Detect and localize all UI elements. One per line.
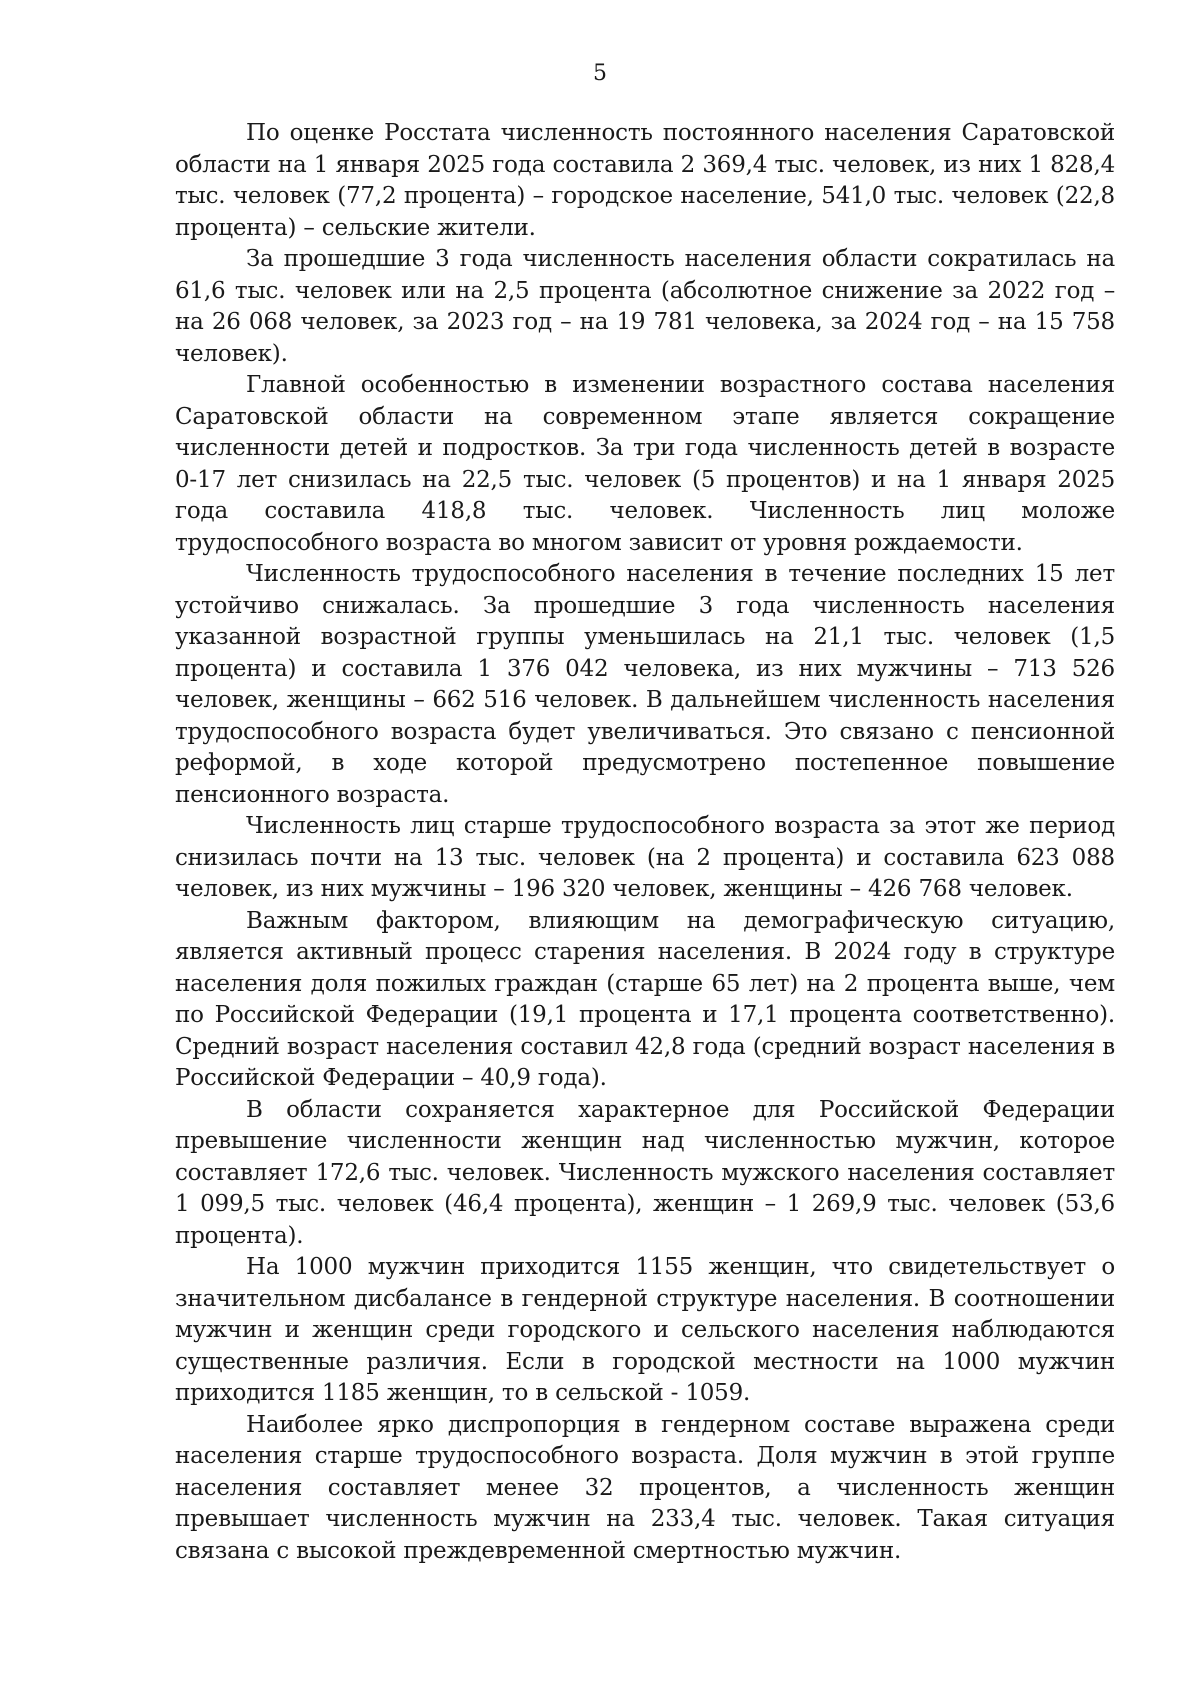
paragraph-children-decline: Главной особенностью в изменении возрастного состава населения Саратовской области на современном этапе является сокращение численности детей и подростков. За три года численность детей в возрасте 0-17 лет снизилась на 22,5 тыс. человек (5 процентов) и на 1 января 2025 года составила 418,8 тыс. человек. Численность лиц моложе трудоспособного возраста во многом зависит от уровня рождаемости. [175, 372, 1115, 556]
paragraph-older-than-working-age: Численность лиц старше трудоспособного возраста за этот же период снизилась почти на 13 тыс. человек (на 2 процента) и составила 623 088 человек, из них мужчины – 196 320 человек, женщины – 426 768 человек. [175, 813, 1115, 902]
paragraph-population-decline: За прошедшие 3 года численность населения области сократилась на 61,6 тыс. человек или на 2,5 процента (абсолютное снижение за 2022 год – на 26 068 человек, за 2023 год – на 19 781 человека, за 2024 год – на 15 758 человек). [175, 246, 1115, 367]
document-body [175, 118, 1115, 1567]
paragraph-aging: Важным фактором, влияющим на демографическую ситуацию, является активный процесс старения населения. В 2024 году в структуре населения доля пожилых граждан (старше 65 лет) на 2 процента выше, чем по Российской Федерации (19,1 процента и 17,1 процента соответственно). Средний возраст населения составил 42,8 года (средний возраст населения в Российской Федерации – 40,9 года). [175, 907, 1115, 1091]
paragraph-gender-excess: В области сохраняется характерное для Российской Федерации превышение численности женщин над численностью мужчин, которое составляет 172,6 тыс. человек. Численность мужского населения составляет 1 099,5 тыс. человек (46,4 процента), женщин – 1 269,9 тыс. человек (53,6 процента). [175, 1096, 1115, 1249]
paragraph-gender-disproportion: Наиболее ярко диспропорция в гендерном составе выражена среди населения старше трудоспособного возраста. Доля мужчин в этой группе населения составляет менее 32 процентов, а численность женщин превышает численность мужчин на 233,4 тыс. человек. Такая ситуация связана с высокой преждевременной смертностью мужчин. [175, 1411, 1115, 1564]
paragraph-working-age: Численность трудоспособного населения в течение последних 15 лет устойчиво снижалась. За прошедшие 3 года численность населения указанной возрастной группы уменьшилась на 21,1 тыс. человек (1,5 процента) и составила 1 376 042 человека, из них мужчины – 713 526 человек, женщины – 662 516 человек. В дальнейшем численность населения трудоспособного возраста будет увеличиваться. Это связано с пенсионной реформой, в ходе которой предусмотрено постепенное повышение пенсионного возраста. [175, 561, 1115, 808]
paragraph-gender-ratio: На 1000 мужчин приходится 1155 женщин, что свидетельствует о значительном дисбалансе в гендерной структуре населения. В соотношении мужчин и женщин среди городского и сельского населения наблюдаются существенные различия. Если в городской местности на 1000 мужчин приходится 1185 женщин, то в сельской - 1059. [175, 1254, 1115, 1406]
page-number: 5 [593, 61, 607, 86]
paragraph-population-total: По оценке Росстата численность постоянного населения Саратовской области на 1 января 2025 года составила 2 369,4 тыс. человек, из них 1 828,4 тыс. человек (77,2 процента) – городское население, 541,0 тыс. человек (22,8 процента) – сельские жители. [175, 120, 1115, 241]
